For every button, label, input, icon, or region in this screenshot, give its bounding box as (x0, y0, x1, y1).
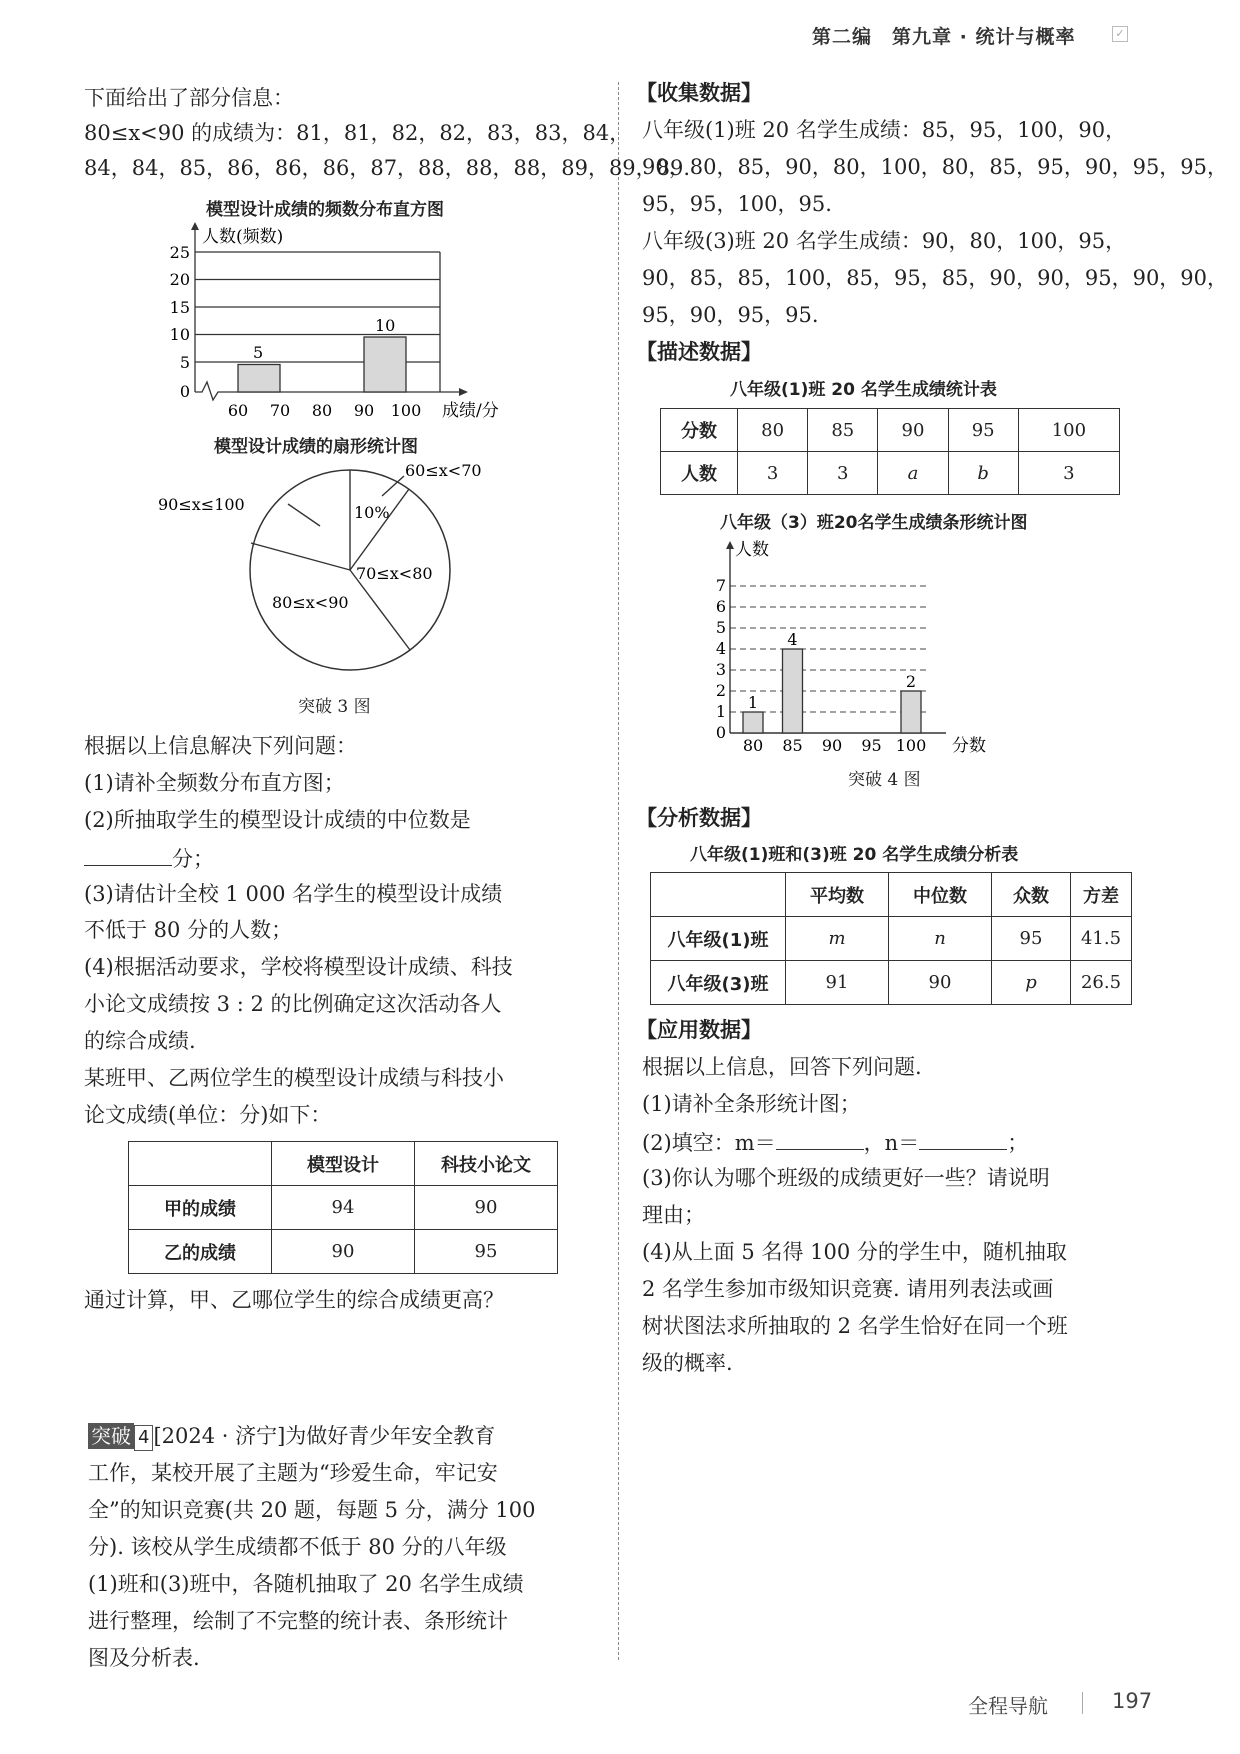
table-cell: p (992, 961, 1071, 1005)
apply-fill-line: (2)填空：m＝ ，n＝ ； (642, 1123, 1028, 1162)
table-cell: 90 (272, 1230, 415, 1274)
table-cell: a (878, 452, 948, 495)
ytick-label: 25 (169, 243, 190, 262)
x-axis-with-break (195, 382, 460, 400)
page-number: 197 (1112, 1689, 1153, 1713)
section-heading-apply: 【应用数据】 (636, 1018, 762, 1042)
question-2-blank-line: 分； (84, 839, 214, 878)
table-cell: 94 (272, 1186, 415, 1230)
ytick-label: 5 (179, 353, 190, 372)
xtick-label: 100 (895, 736, 927, 755)
y-axis-arrow (191, 222, 199, 230)
x-axis-label: 成绩/分 (442, 401, 499, 421)
question-4-cont: 论文成绩(单位：分)如下： (84, 1103, 332, 1127)
column-divider (618, 82, 619, 1660)
table-cell: n (889, 917, 992, 961)
ytick-label: 15 (169, 298, 190, 317)
x-axis-label: 分数 (952, 736, 986, 756)
question-3: (3)请估计全校 1 000 名学生的模型设计成绩 (84, 882, 503, 906)
question-intro: 根据以上信息解决下列问题： (84, 734, 357, 758)
ytick-label: 1 (715, 702, 726, 721)
ytick-label: 20 (169, 270, 190, 289)
question-4-cont: 的综合成绩. (84, 1029, 196, 1053)
table-cell: 3 (738, 452, 808, 495)
apply-line: 级的概率. (642, 1351, 733, 1375)
answer-blank[interactable] (84, 839, 172, 866)
table-cell: 90 (415, 1186, 558, 1230)
collect-line: 95，95，100，95. (642, 192, 832, 216)
table-cell: 95 (415, 1230, 558, 1274)
table-cell: 41.5 (1071, 917, 1132, 961)
pie-label-80-90: 80≤x<90 (272, 593, 349, 612)
break4-line: 全”的知识竞赛(共 20 题，每题 5 分，满分 100 (88, 1498, 536, 1522)
table-header-cell: 方差 (1071, 873, 1132, 917)
break-number: 4 (134, 1425, 153, 1451)
section-heading-collect: 【收集数据】 (636, 81, 762, 105)
table-cell: 95 (948, 409, 1018, 452)
table-header-cell (129, 1142, 272, 1186)
pie-label-percent: 10% (354, 503, 390, 522)
figure-caption-3: 突破 3 图 (298, 697, 371, 717)
bar-label-5: 5 (253, 343, 264, 362)
final-question: 通过计算，甲、乙哪位学生的综合成绩更高？ (84, 1288, 504, 1312)
y-axis-label: 人数(频数) (202, 227, 284, 247)
pie-label-70-80: 70≤x<80 (356, 564, 433, 583)
intro-text: 下面给出了部分信息： (84, 86, 294, 110)
pie-label-60-70: 60≤x<70 (405, 461, 482, 480)
table-cell: m (786, 917, 889, 961)
hist-bar-90-100 (364, 337, 406, 392)
ytick-label: 5 (715, 618, 726, 637)
bar-85 (783, 649, 803, 733)
scores-line-1: 80≤x<90 的成绩为：81，81，82，82，83，83，84， (84, 121, 631, 145)
collect-line: 八年级(1)班 20 名学生成绩：85，95，100，90， (642, 118, 1127, 142)
answer-blank-n[interactable] (919, 1123, 1007, 1150)
answer-blank-m[interactable] (776, 1123, 864, 1150)
xtick-label: 80 (311, 401, 333, 420)
table-header-cell: 分数 (661, 409, 738, 452)
footer-divider (1082, 1692, 1083, 1714)
apply-line: 理由； (642, 1203, 705, 1227)
scores-line-2: 84，84，85，86，86，86，87，88，88，88，89，89，89. (84, 156, 691, 180)
table-cell: 85 (808, 409, 878, 452)
table-cell: 100 (1018, 409, 1119, 452)
table2-title: 八年级(1)班和(3)班 20 名学生成绩分析表 (690, 845, 1019, 865)
table-cell: 91 (786, 961, 889, 1005)
table-row-label: 人数 (661, 452, 738, 495)
table-header-cell: 中位数 (889, 873, 992, 917)
running-header: 第二编 第九章 · 统计与概率 (812, 26, 1076, 48)
class3-bar-chart (690, 537, 1020, 757)
ytick-label: 10 (169, 325, 190, 344)
bar-value-label: 2 (905, 672, 917, 691)
x-axis-arrow (459, 388, 468, 396)
ytick-label: 7 (715, 576, 726, 595)
histogram-title: 模型设计成绩的频数分布直方图 (206, 200, 444, 220)
table-cell: b (948, 452, 1018, 495)
footer-book-name: 全程导航 (968, 1694, 1048, 1718)
table-header-cell: 众数 (992, 873, 1071, 917)
table-row-label: 乙的成绩 (129, 1230, 272, 1274)
pie-label-90-100: 90≤x≤100 (158, 495, 245, 514)
apply-line: 树状图法求所抽取的 2 名学生恰好在同一个班 (642, 1314, 1068, 1338)
bar-label-10: 10 (375, 316, 396, 335)
collect-line: 95，90，95，95. (642, 303, 819, 327)
table-cell: 3 (808, 452, 878, 495)
table-cell: 26.5 (1071, 961, 1132, 1005)
apply-line: (1)请补全条形统计图； (642, 1092, 861, 1116)
table-row-label: 八年级(3)班 (651, 961, 786, 1005)
xtick-label: 85 (782, 736, 803, 755)
table-header-cell: 平均数 (786, 873, 889, 917)
ytick-label: 0 (715, 723, 726, 742)
bar-value-label: 1 (747, 693, 759, 712)
question-4-cont: 小论文成绩按 3 : 2 的比例确定这次活动各人 (84, 992, 502, 1016)
table-cell: 90 (878, 409, 948, 452)
table-cell: 95 (992, 917, 1071, 961)
table-cell: 80 (738, 409, 808, 452)
table-row-label: 八年级(1)班 (651, 917, 786, 961)
y-axis-label: 人数 (735, 540, 769, 560)
collect-line: 90，85，85，100，85，95，85，90，90，95，90，90， (642, 266, 1229, 290)
table1-title: 八年级(1)班 20 名学生成绩统计表 (730, 380, 997, 400)
question-4: (4)根据活动要求，学校将模型设计成绩、科技 (84, 955, 513, 979)
table-header-cell: 模型设计 (272, 1142, 415, 1186)
class1-frequency-table (660, 408, 1120, 495)
xtick-label: 70 (269, 401, 291, 420)
table-row-label: 甲的成绩 (129, 1186, 272, 1230)
question-1: (1)请补全频数分布直方图； (84, 771, 345, 795)
section-heading-describe: 【描述数据】 (636, 340, 762, 364)
bar-chart-title: 八年级（3）班20名学生成绩条形统计图 (720, 513, 1028, 533)
bar-80 (743, 712, 763, 733)
break4-line: 图及分析表. (88, 1646, 200, 1670)
xtick-label: 80 (742, 736, 764, 755)
bar-100 (901, 691, 921, 733)
table-header-cell: 科技小论文 (415, 1142, 558, 1186)
table-cell: 90 (889, 961, 992, 1005)
ytick-label: 3 (715, 660, 726, 679)
break4-line: 进行整理，绘制了不完整的统计表、条形统计 (88, 1609, 508, 1633)
xtick-label: 60 (227, 401, 249, 420)
xtick-label: 95 (861, 736, 882, 755)
break4-line: (1)班和(3)班中，各随机抽取了 20 名学生成绩 (88, 1572, 524, 1596)
break4-line: 工作，某校开展了主题为“珍爱生命，牢记安 (88, 1461, 498, 1485)
break-tag: 突破 (88, 1423, 134, 1449)
ytick-label: 0 (179, 382, 190, 401)
histogram-chart (150, 222, 530, 422)
break4-line: 分). 该校从学生成绩都不低于 80 分的八年级 (88, 1535, 507, 1559)
apply-line: 2 名学生参加市级知识竞赛. 请用列表法或画 (642, 1277, 1054, 1301)
apply-line: (3)你认为哪个班级的成绩更好一些？请说明 (642, 1166, 1050, 1190)
question-4-cont: 某班甲、乙两位学生的模型设计成绩与科技小 (84, 1066, 504, 1090)
pie-chart (150, 458, 530, 686)
ytick-label: 4 (715, 639, 726, 658)
xtick-label: 90 (821, 736, 843, 755)
break4-first-line: 突破 4 [2024 · 济宁]为做好青少年安全教育 (88, 1418, 495, 1455)
collect-line: 90，80，85，90，80，100，80，85，95，90，95，95， (642, 155, 1229, 179)
analysis-table (650, 872, 1132, 1005)
pie-title: 模型设计成绩的扇形统计图 (214, 437, 418, 457)
ytick-label: 6 (715, 597, 726, 616)
y-axis-arrow (726, 541, 734, 549)
ytick-label: 2 (715, 681, 726, 700)
bar-value-label: 4 (787, 630, 798, 649)
question-2: (2)所抽取学生的模型设计成绩的中位数是 (84, 808, 471, 832)
apply-line: (4)从上面 5 名得 100 分的学生中，随机抽取 (642, 1240, 1067, 1264)
question-3-cont: 不低于 80 分的人数； (84, 918, 293, 942)
table-cell: 3 (1018, 452, 1119, 495)
check-icon: ✓ (1112, 26, 1128, 42)
table-header-cell (651, 873, 786, 917)
xtick-label: 100 (390, 401, 422, 420)
figure-caption-4: 突破 4 图 (848, 770, 921, 790)
apply-line: 根据以上信息，回答下列问题. (642, 1055, 922, 1079)
section-heading-analyze: 【分析数据】 (636, 806, 762, 830)
xtick-label: 90 (353, 401, 375, 420)
score-table (128, 1141, 558, 1274)
collect-line: 八年级(3)班 20 名学生成绩：90，80，100，95， (642, 229, 1127, 253)
hist-bar-60-70 (238, 365, 280, 393)
